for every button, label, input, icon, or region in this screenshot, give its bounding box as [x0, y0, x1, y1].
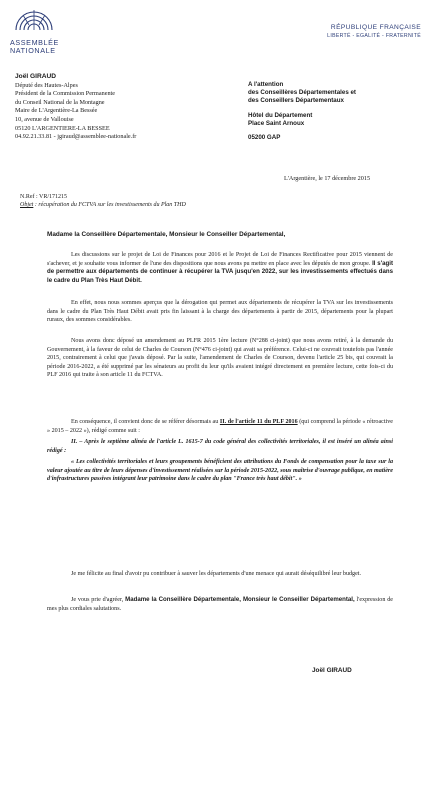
quoted-article: II. – Après le septième alinéa de l'article L. 1615-7 du code général des collectivités territoriales, il est inséré un alinéa ainsi rédigé :: [47, 439, 393, 454]
article-reference: II. de l'article 11 du PLF 2016: [219, 419, 298, 425]
body-paragraph: Je me félicite au final d'avoir pu contribuer à sauver les départements d'une menace qui aurait déséquilibré leur budget.: [71, 571, 362, 577]
letter-date: L'Argentière, le 17 décembre 2015: [284, 175, 371, 182]
body-paragraph: Nous avons donc déposé un amendement au PLFR 2015 1ère lecture (N°288 ci-joint) que nous avons retiré, à la demande du Gouvernement, à la faveur de celui de Charles de Courson (N°476 ci-joint) qui avait sa préférence. Celui-ci ne couvrait toutefois pas l'année 2015, contrairement à celui que j'avais déposé. Par la suite, l'amendement de Charles de Courson, devenu l'article 25 bis, qui couvrait la période 2016-2022, a été supprimé par les sénateurs au profit du leur qu'ils avaient intégré directement en première lecture, cette fois-ci du PLF 2016 qui traite à son article 11 du FCTVA.: [47, 338, 393, 379]
paragraph-highlight: Il s'agit de permettre aux départements de continuer à récupérer la TVA jusqu'en 2022, sur les investissements effectués dans le cadre du Plan Très Haut Débit.: [47, 259, 393, 284]
logo-line-2: NATIONALE: [10, 46, 56, 55]
sender-line: 05120 L'ARGENTIERE-LA BESSEE: [15, 124, 110, 132]
body-paragraph: En effet, nous nous sommes aperçus que la dérogation qui permet aux départements de récupérer la TVA sur les investissements dans le cadre du Plan Très Haut Débit avait pris fin laissant à la charge des départements à partir de 2015, départements pour la plupart ruraux, des sommes considérables.: [47, 300, 393, 324]
sender-name: Joël GIRAUD: [15, 73, 57, 80]
republic-motto: LIBERTÉ - EGALITÉ - FRATERNITÉ: [327, 33, 421, 39]
body-paragraph: [47, 418, 393, 435]
closing-text: Je vous prie d'agréer,: [71, 597, 126, 603]
sender-line: Député des Hautes-Alpes: [15, 81, 78, 89]
assemblee-nationale-logo: [10, 6, 70, 55]
closing-paragraph: [47, 596, 393, 613]
signature-name: Joël GIRAUD: [312, 667, 352, 674]
sender-line: Maire de L'Argentière-La Bessée: [15, 107, 98, 115]
logo-line-1: ASSEMBLÉE: [10, 38, 59, 47]
body-paragraph: [47, 251, 393, 285]
salutation: Madame la Conseillère Départementale, Monsieur le Conseiller Départemental,: [47, 231, 286, 238]
subject-line: [20, 201, 186, 209]
recipient-line: des Conseillers Départementaux: [248, 97, 344, 105]
sender-line: Président de la Commission Permanente: [15, 90, 116, 98]
reference-number: N.Ref : VR/171215: [20, 194, 68, 200]
closing-text: l'expression de mes plus cordiales salutations.: [47, 597, 393, 612]
closing-addressee: Madame la Conseillère Départementale, Monsieur le Conseiller Départemental,: [125, 596, 355, 603]
sender-block: [15, 73, 136, 142]
reference-block: [20, 193, 186, 209]
recipient-block: [248, 81, 356, 142]
sender-line: 10, avenue de Vallouise: [15, 115, 74, 123]
paragraph-text: En conséquence, il convient donc de se référer désormais au: [71, 419, 220, 425]
recipient-city: 05200 GAP: [248, 134, 281, 142]
republic-header: [327, 24, 421, 39]
paragraph-text: Les discussions sur le projet de Loi de Finances pour 2016 et le Projet de Loi de Finances Rectificative pour 2015 viennent de s'achever, et je souhaite vous informer de l'une des dispositions que nous avons pu mettre en place avec les députés de mon groupe.: [47, 252, 393, 267]
republic-title: RÉPUBLIQUE FRANÇAISE: [330, 24, 421, 31]
quoted-article-text: « Les collectivités territoriales et leurs groupements bénéficient des attributions du Fonds de compensation pour la taxe sur la valeur ajoutée au titre de leurs dépenses d'investissement réalisées sur la période 2015-2022, sous maîtrise d'ouvrage publique, en matière d'infrastructures passives intégrant leur patrimoine dans le cadre du plan "France très haut débit". »: [47, 459, 393, 483]
recipient-line: des Conseillères Départementales et: [248, 89, 356, 97]
subject-text: : récupération du FCTVA sur les investissements du Plan THD: [33, 202, 186, 208]
subject-label: Objet: [20, 202, 34, 208]
sender-line: 04.92.21.33.81 - jgiraud@assemblee-nationale.fr: [15, 133, 137, 141]
sender-line: du Conseil National de la Montagne: [15, 98, 105, 106]
recipient-address-line: Place Saint Arnoux: [248, 119, 305, 127]
hemicycle-icon: [12, 6, 56, 32]
recipient-address-line: Hôtel du Département: [248, 111, 313, 119]
paragraph-text: (qui comprend la période « rétroactive » 2015 – 2022 »), rédigé comme suit :: [47, 419, 394, 434]
recipient-line: A l'attention: [248, 81, 284, 88]
